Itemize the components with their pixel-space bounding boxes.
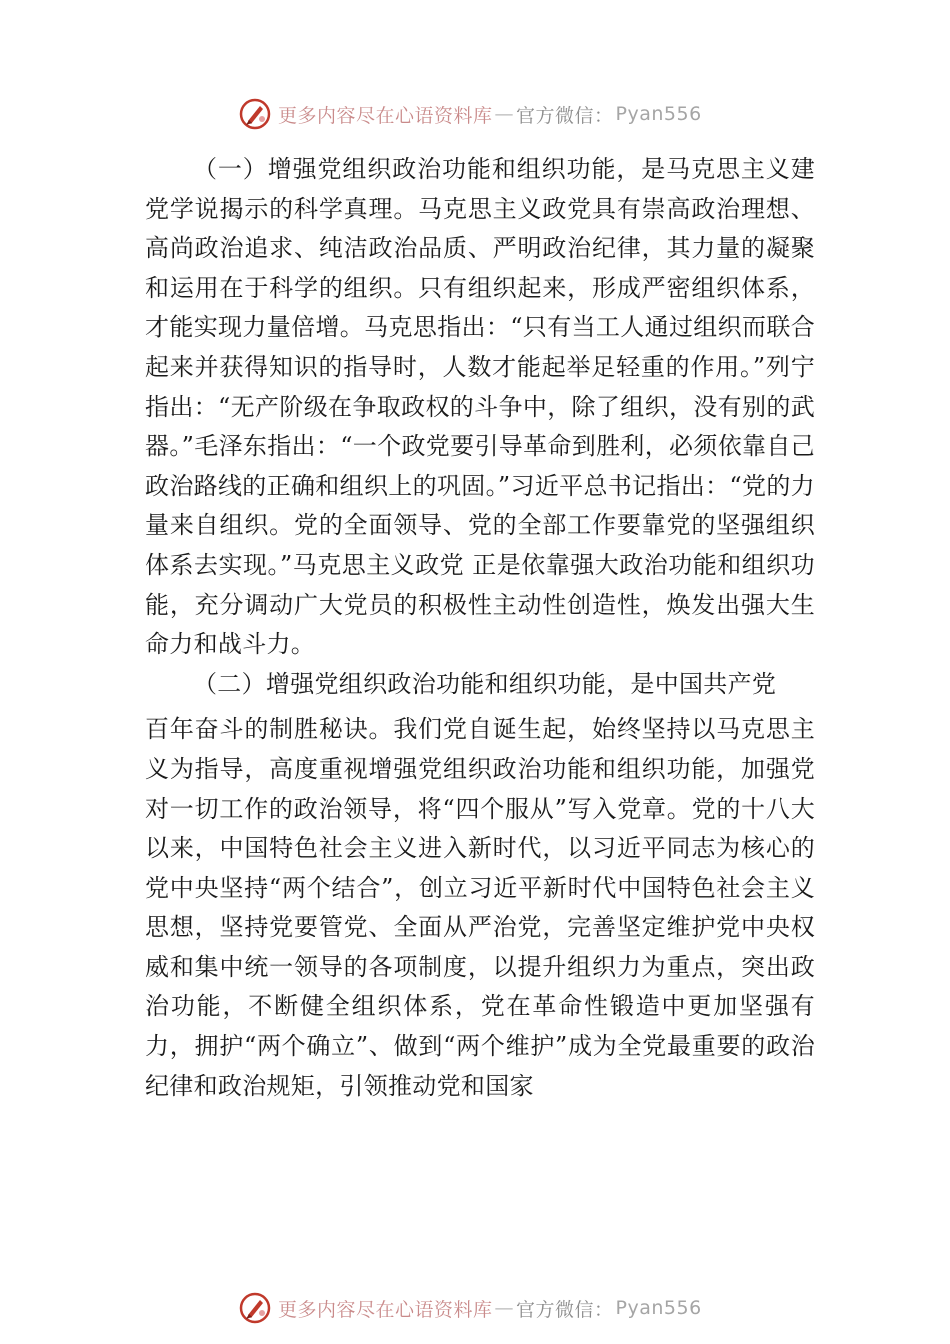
watermark-wechat-id: Pyan556 <box>615 1297 702 1319</box>
watermark-separator: — <box>494 103 515 125</box>
paragraph-one: （一）增强党组织政治功能和组织功能，是马克思主义建党学说揭示的科学真理。马克思主义政党具有崇高政治理想、高尚政治追求、纯洁政治品质、严明政治纪律，其力量的凝聚和运用在于科学的组织。只有组织起来，形成严密组织体系，才能实现力量倍增。马克思指出：“只有当工人通过组织而联合起来并获得知识的指导时，人数才能起举足轻重的作用。”列宁指出：“无产阶级在争取政权的斗争中，除了组织，没有别的武器。”毛泽东指出：“一个政党要引导革命到胜利，必须依靠自己政治路线的正确和组织上的巩固。”习近平总书记指出：“党的力量来自组织。党的全面领导、党的全部工作要靠党的坚强组织体系去实现。”马克思主义政党 正是依靠强大政治功能和组织功能，充分调动广大党员的积极性主动性创造性，焕发出强大生命力和战斗力。 <box>145 155 815 659</box>
paragraph-two-continuation: 百年奋斗的制胜秘诀。我们党自诞生起，始终坚持以马克思主义为指导，高度重视增强党组织政治功能和组织功能，加强党对一切工作的政治领导，将“四个服从”写入党章。党的十八大以来，中国特色社会主义进入新时代，以习近平同志为核心的党中央坚持“两个结合”，创立习近平新时代中国特色社会主义思想，坚持党要管党、全面从严治党，完善坚定维护党中央权威和集中统一领导的各项制度，以提升组织力为重点，突出政治功能，不断健全组织体系，党在革命性锻造中更加坚强有力，拥护“两个确立”、做到“两个维护”成为全党最重要的政治纪律和政治规矩，引领推动党和国家 <box>145 715 815 1100</box>
watermark-official-label: 官方微信： <box>516 104 614 127</box>
watermark-brand: 更多内容尽在心语资料库 <box>278 1298 493 1321</box>
watermark-official-label: 官方微信： <box>516 1298 614 1321</box>
footer-watermark <box>238 1290 702 1326</box>
watermark-separator: — <box>494 1297 515 1319</box>
watermark-wechat-id: Pyan556 <box>615 103 702 125</box>
brand-logo-icon <box>238 1291 272 1325</box>
paragraph-two-lead: （二）增强党组织政治功能和组织功能，是中国共产党 <box>193 669 777 698</box>
header-watermark <box>238 96 702 132</box>
watermark-brand: 更多内容尽在心语资料库 <box>278 104 493 127</box>
document-body <box>145 150 815 1106</box>
brand-logo-icon <box>238 97 272 131</box>
